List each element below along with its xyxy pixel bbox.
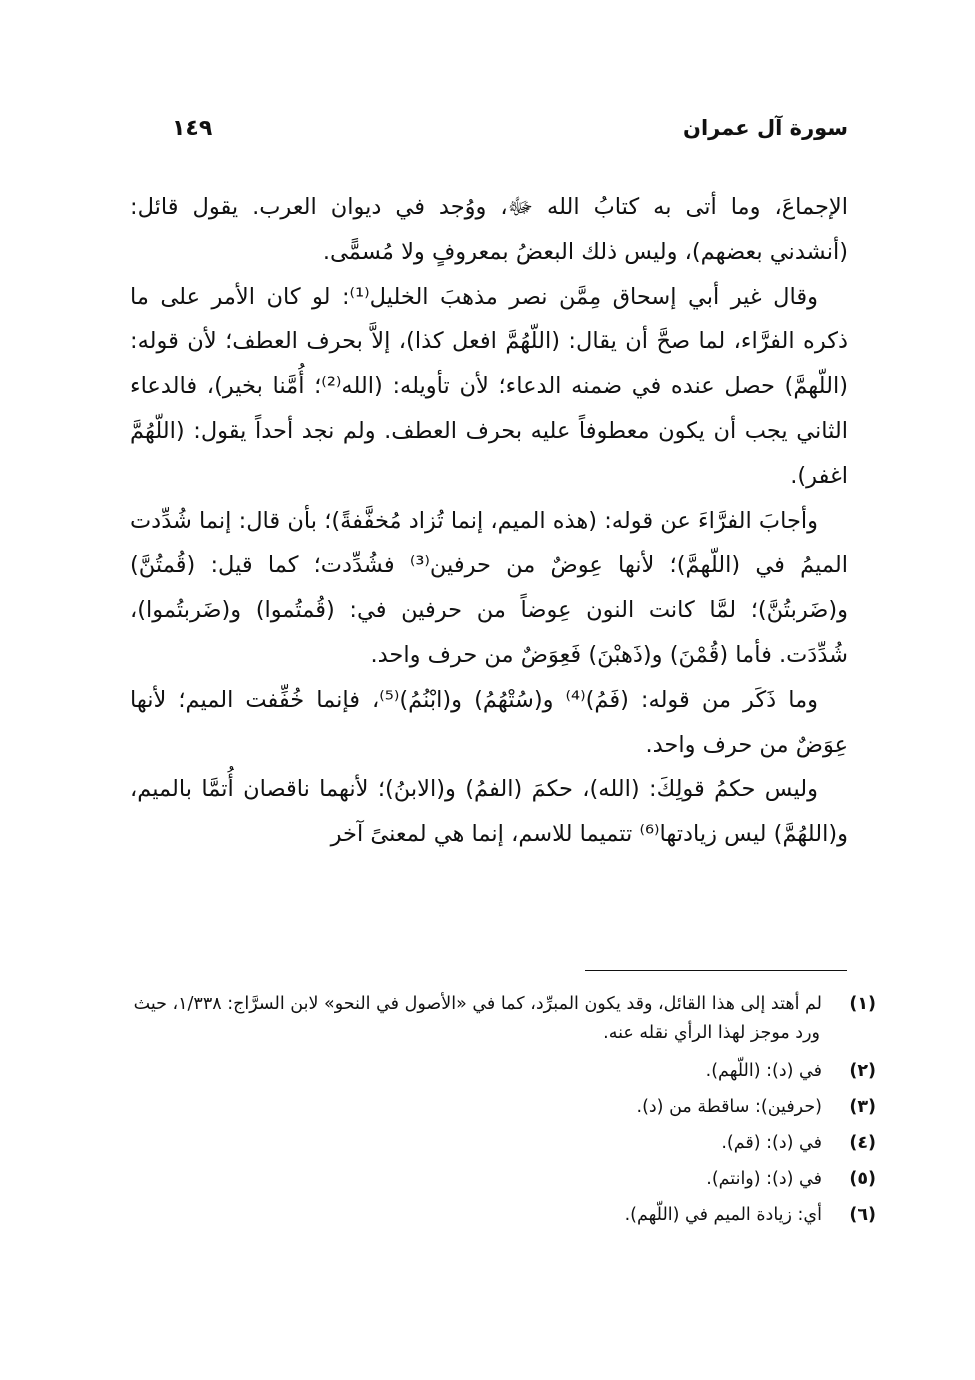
footnote-text: في (د): (قم). — [721, 1133, 822, 1153]
paragraph: وأجابَ الفرَّاءَ عن قوله: (هذه الميم، إنما تُزاد مُخفَّفةً)؛ بأن قال: إنما شُدِّدت الميمُ في (اللّهمَّ)؛ لأنها عِوضٌ من حرفين⁽³⁾ فشُدِّدت؛ كما قيل: (قُمتُنَّ) و(ضَربتُنَّ)؛ لمَّا كانت النون عِوضاً من حرفين في: (قُمتُموا) و(ضَربتُموا)، شُدِّدَت. فأما (قُمْنَ) و(ذَهبْنَ) فَعِوَضٌ من حرف واحد. — [130, 507, 848, 668]
footnote-text: أي: زيادة الميم في (اللّهم). — [624, 1205, 822, 1225]
footnote — [130, 1057, 876, 1086]
footnote — [130, 1129, 876, 1158]
footnote-number: (٢) — [849, 1061, 876, 1081]
footnote-number: (١) — [849, 994, 876, 1014]
main-text — [130, 185, 848, 857]
paragraph: الإجماعَ، وما أتى به كتابُ الله ﷻ، ووُجد في ديوان العرب. يقول قائل: (أنشدني بعضهم)، وليس ذلك البعضُ بمعروفٍ ولا مُسمًّى. — [130, 194, 848, 265]
paragraph: وقال غير أبي إسحاق مِمَّن نصر مذهبَ الخليل⁽¹⁾: لو كان الأمر على ما ذكره الفرَّاء، لما صحَّ أن يقال: (اللّهُمَّ افعل كذا)، إلاَّ بحرف العطف؛ لأن قوله: (اللّهمَّ) حصل عنده في ضمنه الدعاء؛ لأن تأويله: (الله⁽²⁾؛ أُمَّنا بخير)، فالدعاء الثاني يجب أن يكون معطوفاً عليه بحرف العطف. ولم نجد أحداً يقول: (اللّهُمَّ اغفر). — [130, 283, 848, 489]
footnote-text: لم أهتد إلى هذا القائل، وقد يكون المبرِّد، كما في «الأصول في النحو» لابن السرَّاج: ١/٣٣٨، حيث ورد موجز لهذا الرأي نقله عنه. — [133, 994, 822, 1043]
page-number: ١٤٩ — [172, 116, 213, 141]
footnote-number: (٥) — [849, 1169, 876, 1189]
footnote — [130, 1093, 876, 1122]
page-header — [130, 116, 848, 156]
footnotes — [130, 990, 876, 1237]
paragraph: وليس حكمُ قولِكَ: (الله)، حكمَ (الفمُ) و(الابنُ)؛ لأنهما ناقصان أُتمَّا بالميم، و(اللهُمَّ) ليس زيادتها⁽⁶⁾ تتميما للاسم، إنما هي لمعنىً آخر — [130, 776, 848, 848]
footnote — [130, 1165, 876, 1194]
running-title: سورة آل عمران — [683, 116, 848, 140]
footnote-text: في (د): (وانتم). — [706, 1169, 822, 1189]
footnote-number: (٣) — [849, 1097, 876, 1117]
footnote — [130, 1201, 876, 1230]
footnote-separator — [585, 970, 847, 971]
footnote-number: (٤) — [849, 1133, 876, 1153]
paragraph: وما ذَكَر من قوله: (فَمُ)⁽⁴⁾ و(سُتْهُمُ) و(ابْنُمُ)⁽⁵⁾، فإنما خُفِّفت الميم؛ لأنها عِوَضٌ من حرف واحد. — [130, 686, 848, 758]
footnote-text: (حرفين): ساقطة من (د). — [636, 1097, 822, 1117]
footnote-text: في (د): (اللّهم). — [705, 1061, 822, 1081]
footnote-number: (٦) — [849, 1205, 876, 1225]
footnote — [130, 990, 876, 1048]
